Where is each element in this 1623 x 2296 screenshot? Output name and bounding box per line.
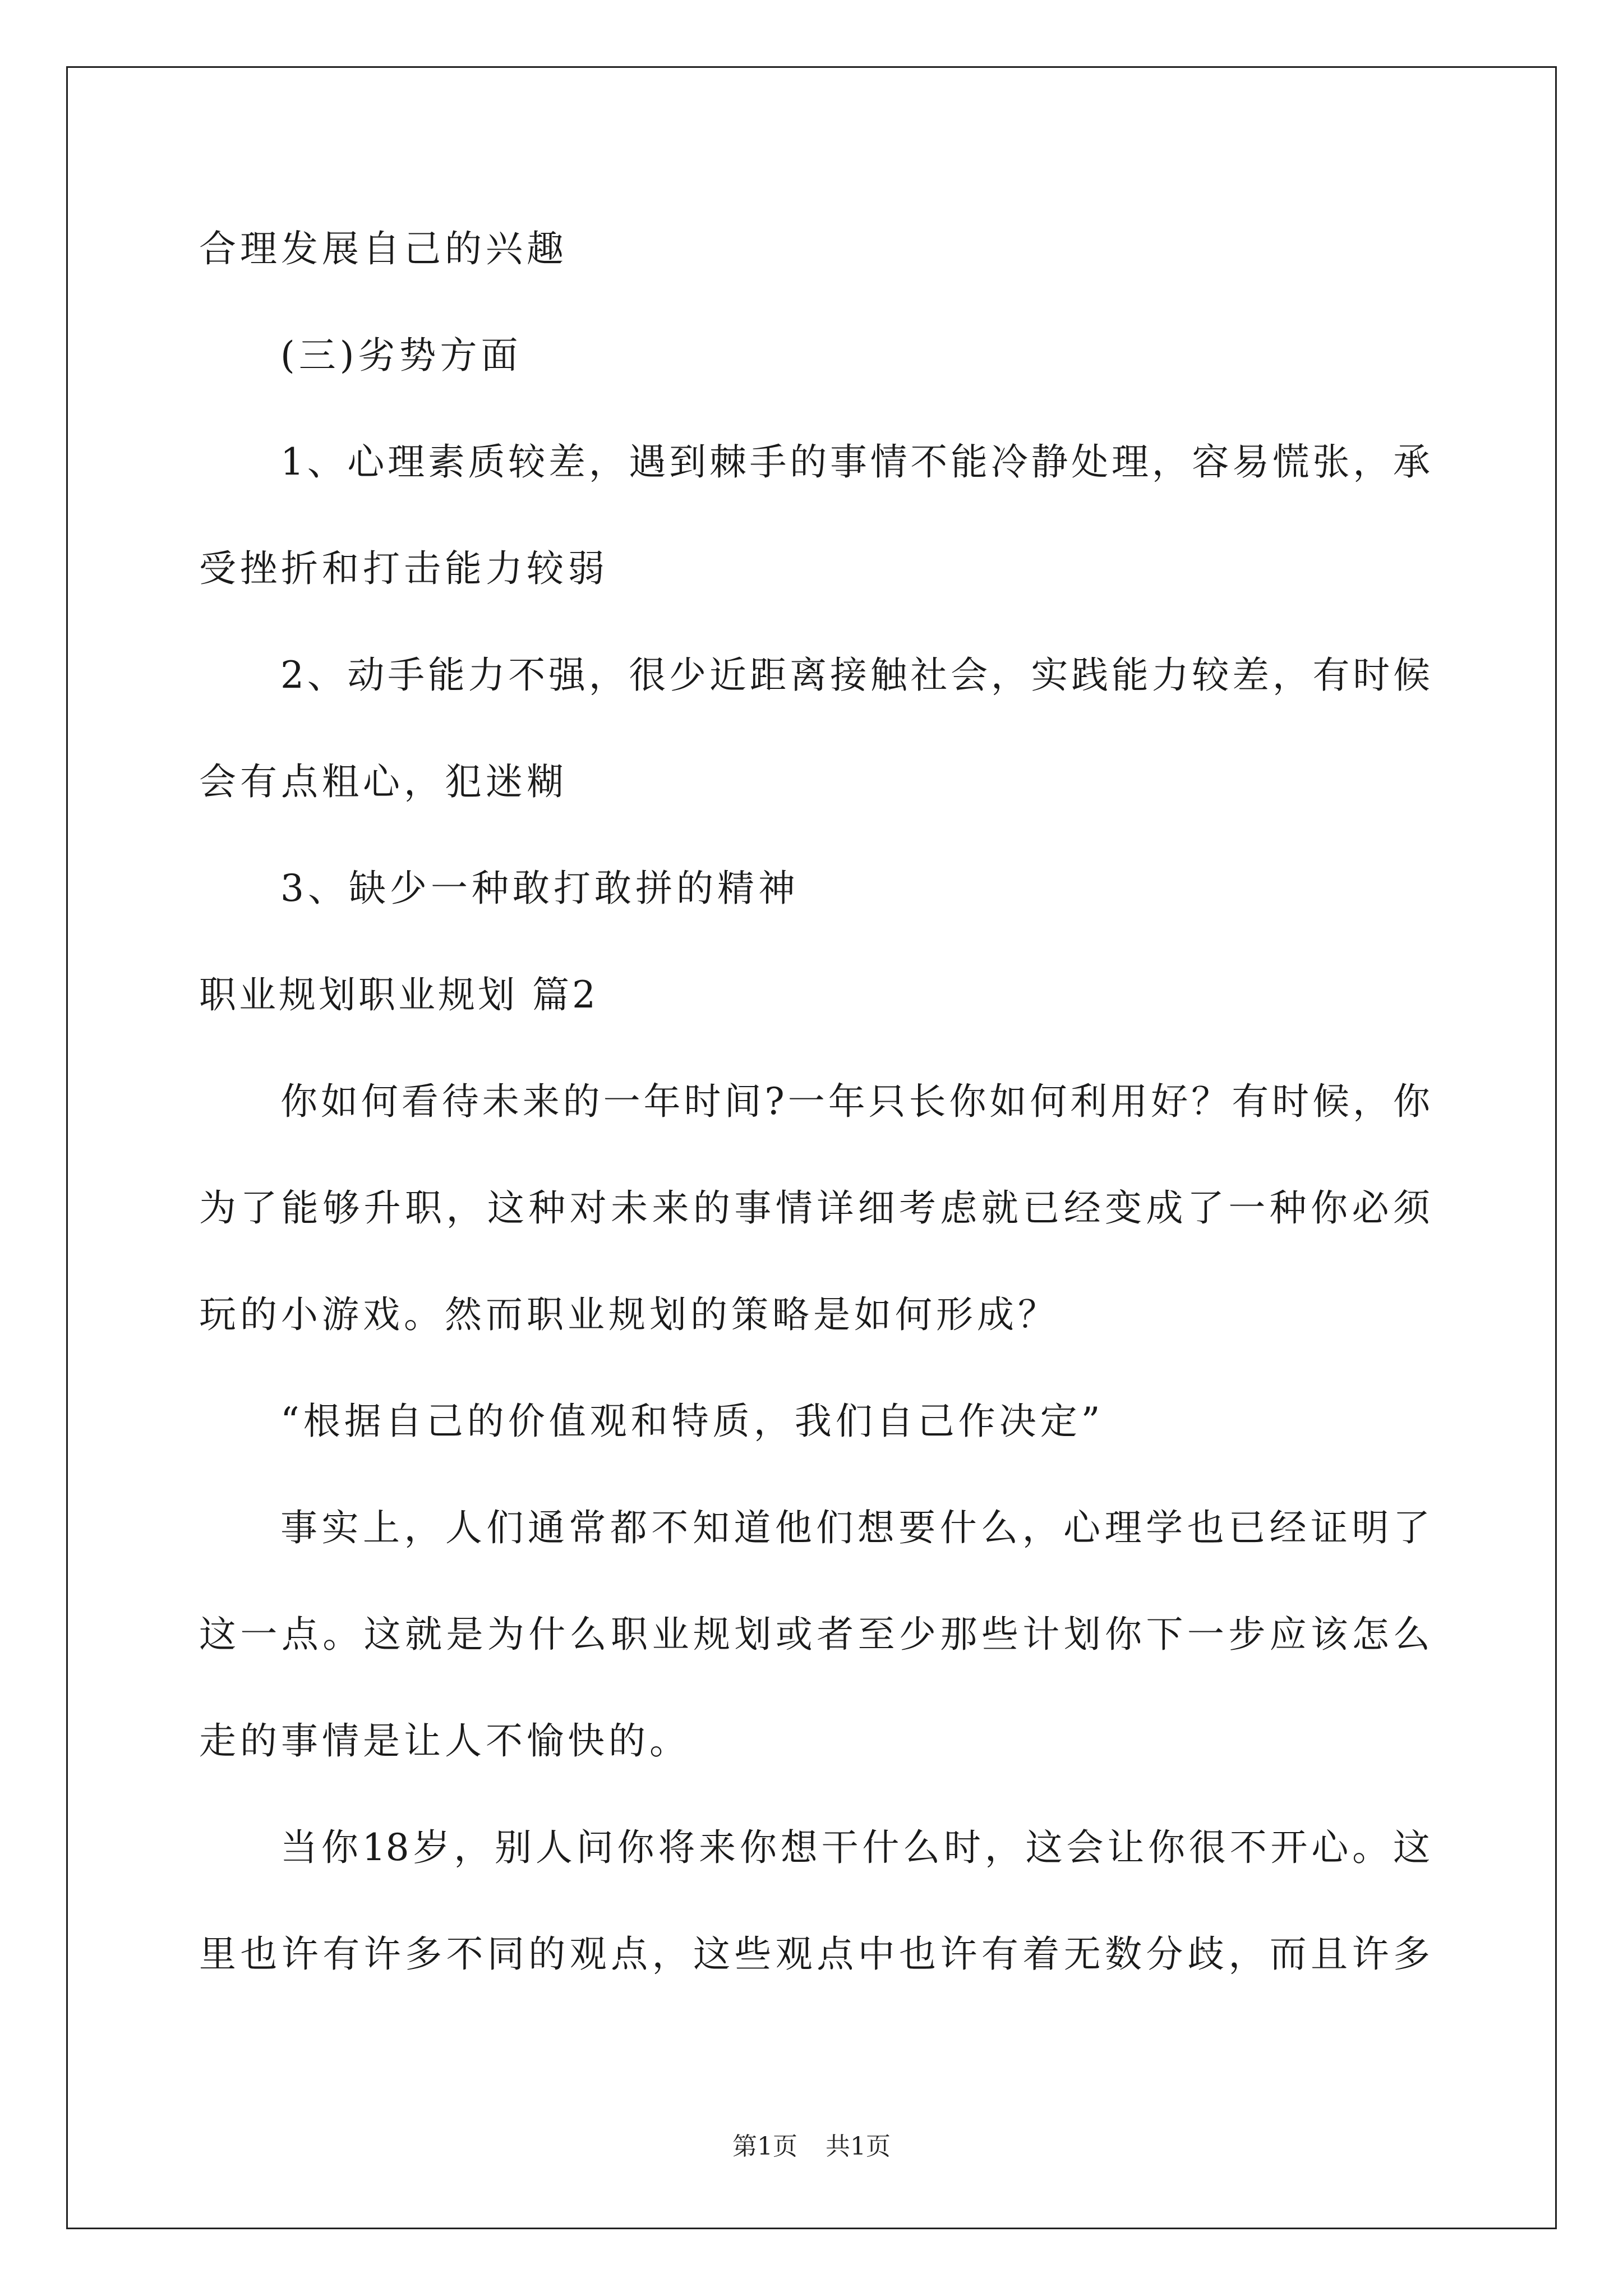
paragraph-line: 2、动手能力不强，很少近距离接触社会，实践能力较差，有时候 xyxy=(280,654,1430,697)
page-number: 第1页 xyxy=(732,2132,797,2161)
paragraph-line: 走的事情是让人不愉快的。 xyxy=(199,1719,690,1763)
paragraph-line: 当你18岁，别人问你将来你想干什么时，这会让你很不开心。这 xyxy=(280,1826,1430,1869)
section-heading: (三)劣势方面 xyxy=(280,334,522,377)
paragraph-line: 事实上，人们通常都不知道他们想要什么，心理学也已经证明了 xyxy=(280,1506,1430,1549)
paragraph-line: 3、缺少一种敢打敢拼的精神 xyxy=(280,867,799,910)
paragraph-line: 1、心理素质较差，遇到棘手的事情不能冷静处理，容易慌张，承 xyxy=(280,440,1430,484)
quote-line: “根据自己的价值观和特质，我们自己作决定” xyxy=(280,1400,1104,1443)
paragraph-line: 这一点。这就是为什么职业规划或者至少那些计划你下一步应该怎么 xyxy=(199,1613,1430,1656)
paragraph-line: 为了能够升职，这种对未来的事情详细考虑就已经变成了一种你必须 xyxy=(199,1186,1430,1230)
paragraph-line: 受挫折和打击能力较弱 xyxy=(199,547,608,590)
paragraph-line: 会有点粗心，犯迷糊 xyxy=(199,760,568,803)
paragraph-line: 里也许有许多不同的观点，这些观点中也许有着无数分歧，而且许多 xyxy=(199,1932,1430,1976)
page-total: 共1页 xyxy=(826,2132,891,2161)
paragraph-line: 玩的小游戏。然而职业规划的策略是如何形成？ xyxy=(199,1293,1059,1336)
paragraph-line: 合理发展自己的兴趣 xyxy=(199,227,568,270)
page-border xyxy=(66,66,1557,2229)
page-footer xyxy=(0,2133,1623,2161)
paragraph-line: 你如何看待未来的一年时间?一年只长你如何利用好？有时候，你 xyxy=(280,1080,1430,1123)
article-heading: 职业规划职业规划 篇2 xyxy=(199,973,598,1016)
